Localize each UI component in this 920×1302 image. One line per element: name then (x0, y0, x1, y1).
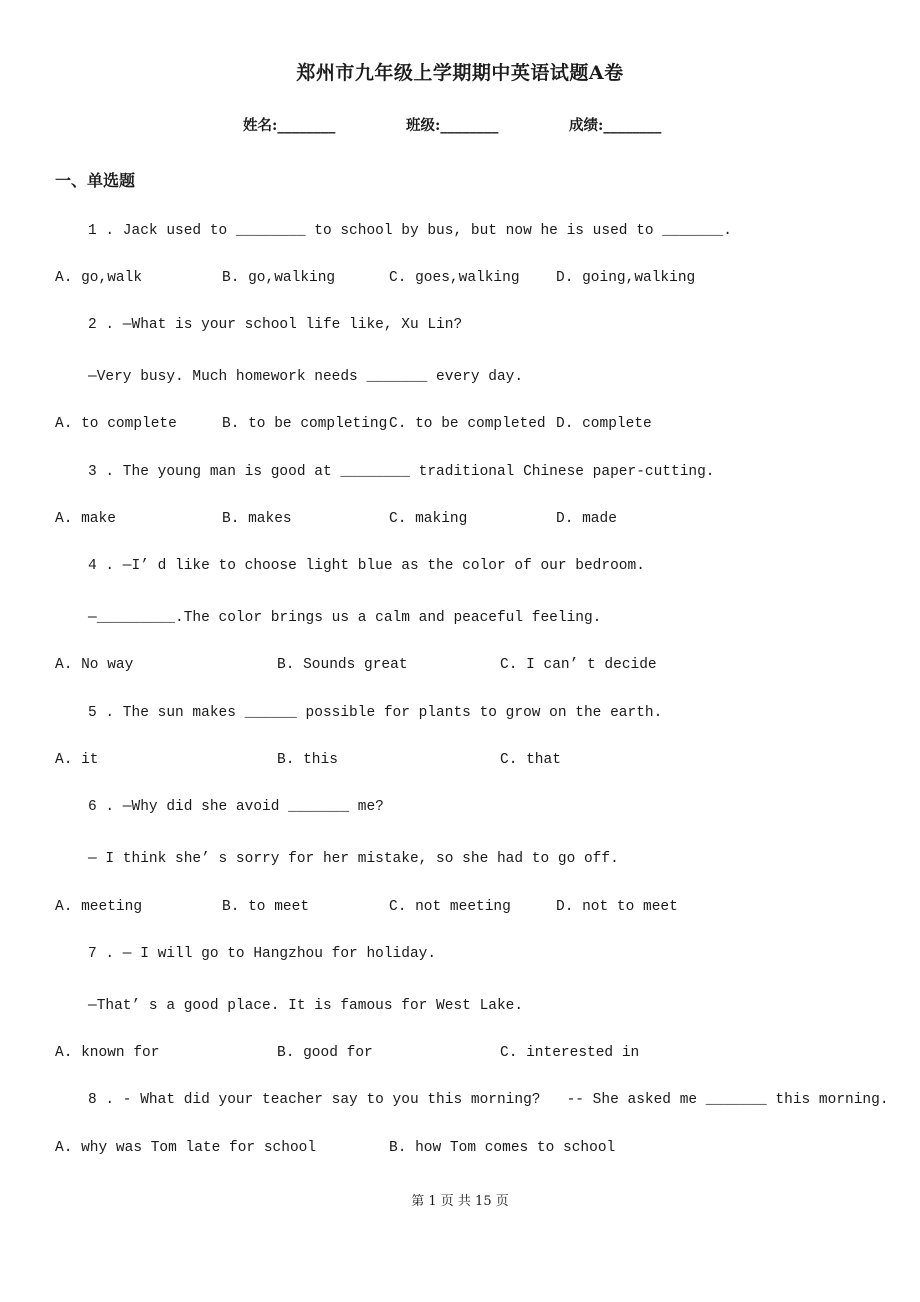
question-6-response: — I think she’ s sorry for her mistake, so she had to go off. (88, 851, 619, 867)
question-6-option-c: C. not meeting (389, 899, 511, 915)
question-6-option-b: B. to meet (222, 899, 310, 915)
question-2-response: —Very busy. Much homework needs _______ every day. (88, 369, 524, 385)
question-1-option-c: C. goes,walking (389, 270, 520, 286)
question-7-stem: 7 . — I will go to Hangzhou for holiday. (88, 946, 437, 962)
question-1-stem: 1 . Jack used to ________ to school by bus, but now he is used to _______. (88, 223, 732, 239)
question-2-option-b: B. to be completing (222, 416, 388, 432)
question-7-option-b: B. good for (277, 1045, 373, 1061)
question-1-option-b: B. go,walking (222, 270, 336, 286)
question-3-option-b: B. makes (222, 511, 292, 527)
question-3-stem: 3 . The young man is good at ________ traditional Chinese paper-cutting. (88, 464, 715, 480)
question-6-option-d: D. not to meet (556, 899, 678, 915)
section-heading: 一、单选题 (55, 171, 136, 190)
name-field: 姓名:________ (243, 117, 336, 134)
question-2-option-a: A. to complete (55, 416, 177, 432)
page-footer: 第 1 页 共 15 页 (411, 1194, 509, 1209)
question-4-option-c: C. I can’ t decide (500, 657, 657, 673)
score-field: 成绩:________ (569, 117, 662, 134)
question-7-response: —That’ s a good place. It is famous for West Lake. (88, 998, 524, 1014)
question-6-option-a: A. meeting (55, 899, 143, 915)
question-8-option-a: A. why was Tom late for school (55, 1140, 317, 1156)
question-5-stem: 5 . The sun makes ______ possible for plants to grow on the earth. (88, 705, 663, 721)
question-3-option-c: C. making (389, 511, 468, 527)
question-1-option-a: A. go,walk (55, 270, 143, 286)
question-7-option-c: C. interested in (500, 1045, 640, 1061)
class-field: 班级:________ (406, 117, 499, 134)
question-8-stem: 8 . - What did your teacher say to you this morning? -- She asked me _______ this morning. (88, 1092, 889, 1108)
question-6-stem: 6 . —Why did she avoid _______ me? (88, 799, 384, 815)
question-4-response: —_________.The color brings us a calm and peaceful feeling. (88, 610, 602, 626)
question-3-option-a: A. make (55, 511, 116, 527)
question-2-stem: 2 . —What is your school life like, Xu Lin? (88, 317, 463, 333)
question-4-option-a: A. No way (55, 657, 134, 673)
question-2-option-d: D. complete (556, 416, 652, 432)
question-5-option-b: B. this (277, 752, 338, 768)
question-3-option-d: D. made (556, 511, 617, 527)
question-8-option-b: B. how Tom comes to school (389, 1140, 616, 1156)
question-1-option-d: D. going,walking (556, 270, 696, 286)
question-4-option-b: B. Sounds great (277, 657, 408, 673)
question-5-option-a: A. it (55, 752, 99, 768)
question-2-option-c: C. to be completed (389, 416, 546, 432)
question-7-option-a: A. known for (55, 1045, 160, 1061)
page-title: 郑州市九年级上学期期中英语试题A卷 (296, 62, 624, 84)
question-4-stem: 4 . —I’ d like to choose light blue as the color of our bedroom. (88, 558, 645, 574)
question-5-option-c: C. that (500, 752, 561, 768)
